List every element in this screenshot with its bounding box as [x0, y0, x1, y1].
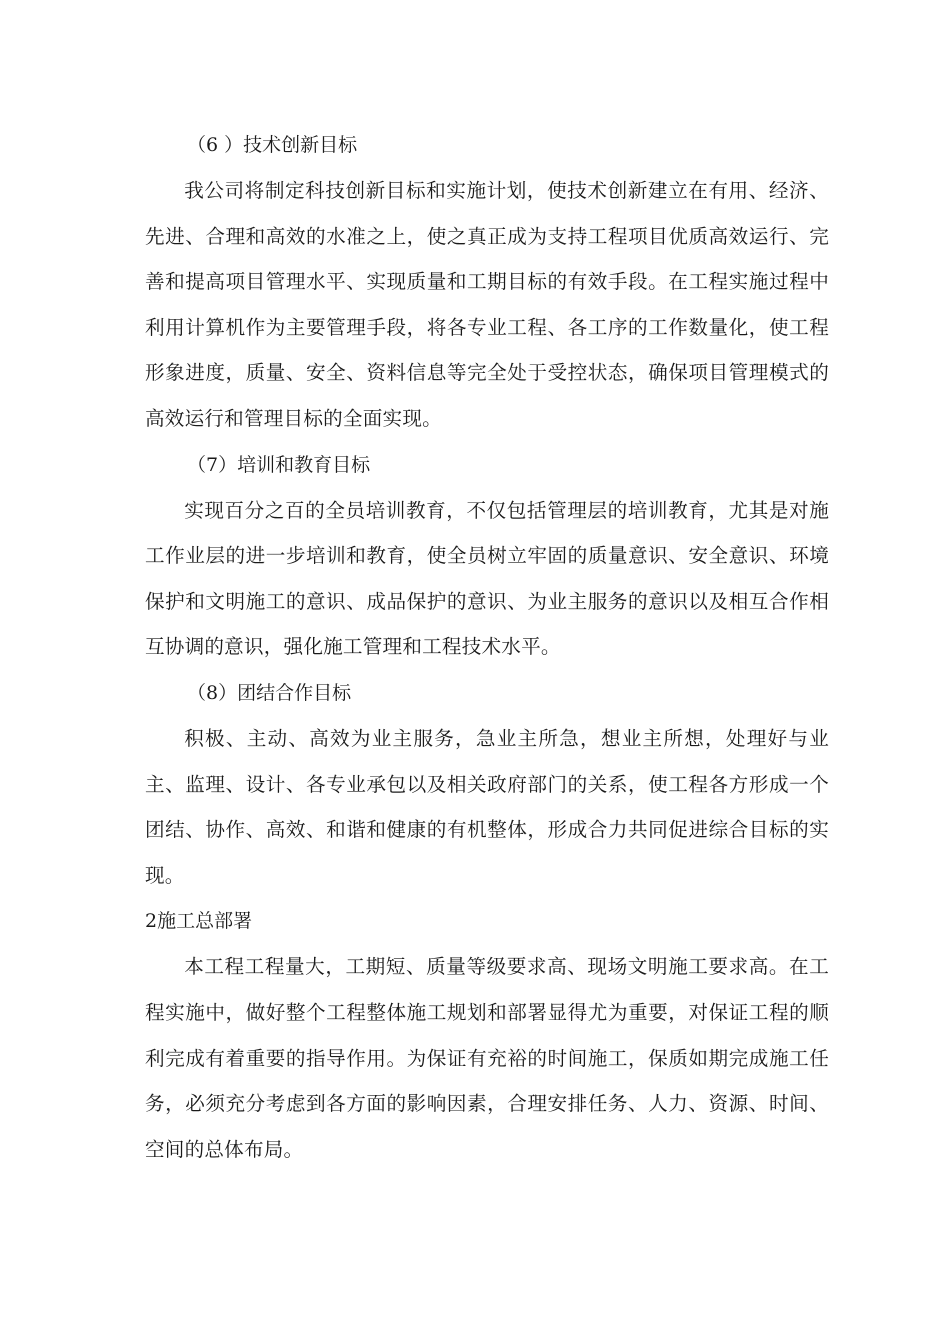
section-heading-general-deployment: 2施工总部署	[145, 910, 253, 933]
section-body-training-education: 实现百分之百的全员培训教育，不仅包括管理层的培训教育，尤其是对施工作业层的进一步培训和教育，使全员树立牢固的质量意识、安全意识、环境保护和文明施工的意识、成品保护的意识、为业主服务的意识以及相互合作相互协调的意识，强化施工管理和工程技术水平。	[145, 498, 829, 659]
section-heading-tech-innovation: （6 ）技术创新目标	[187, 134, 358, 156]
section-body-general-deployment: 本工程工程量大，工期短、质量等级要求高、现场文明施工要求高。在工程实施中，做好整个工程整体施工规划和部署显得尤为重要，对保证工程的顺利完成有着重要的指导作用。为保证有充裕的时间施工，保质如期完成施工任务，必须充分考虑到各方面的影响因素，合理安排任务、人力、资源、时间、空间的总体布局。	[145, 955, 829, 1161]
section-body-tech-innovation: 我公司将制定科技创新目标和实施计划，使技术创新建立在有用、经济、先进、合理和高效的水准之上，使之真正成为支持工程项目优质高效运行、完善和提高项目管理水平、实现质量和工期目标的有效手段。在工程实施过程中利用计算机作为主要管理手段，将各专业工程、各工序的工作数量化，使工程形象进度，质量、安全、资料信息等完全处于受控状态，确保项目管理模式的高效运行和管理目标的全面实现。	[145, 179, 829, 430]
document-body	[145, 122, 829, 1172]
section-heading-training-education: （7）培训和教育目标	[187, 453, 371, 476]
section-body-teamwork: 积极、主动、高效为业主服务，急业主所急，想业主所想，处理好与业主、监理、设计、各专业承包以及相关政府部门的关系，使工程各方形成一个团结、协作、高效、和谐和健康的有机整体，形成合力共同促进综合目标的实现。	[145, 726, 829, 887]
section-heading-teamwork: （8）团结合作目标	[187, 681, 352, 704]
